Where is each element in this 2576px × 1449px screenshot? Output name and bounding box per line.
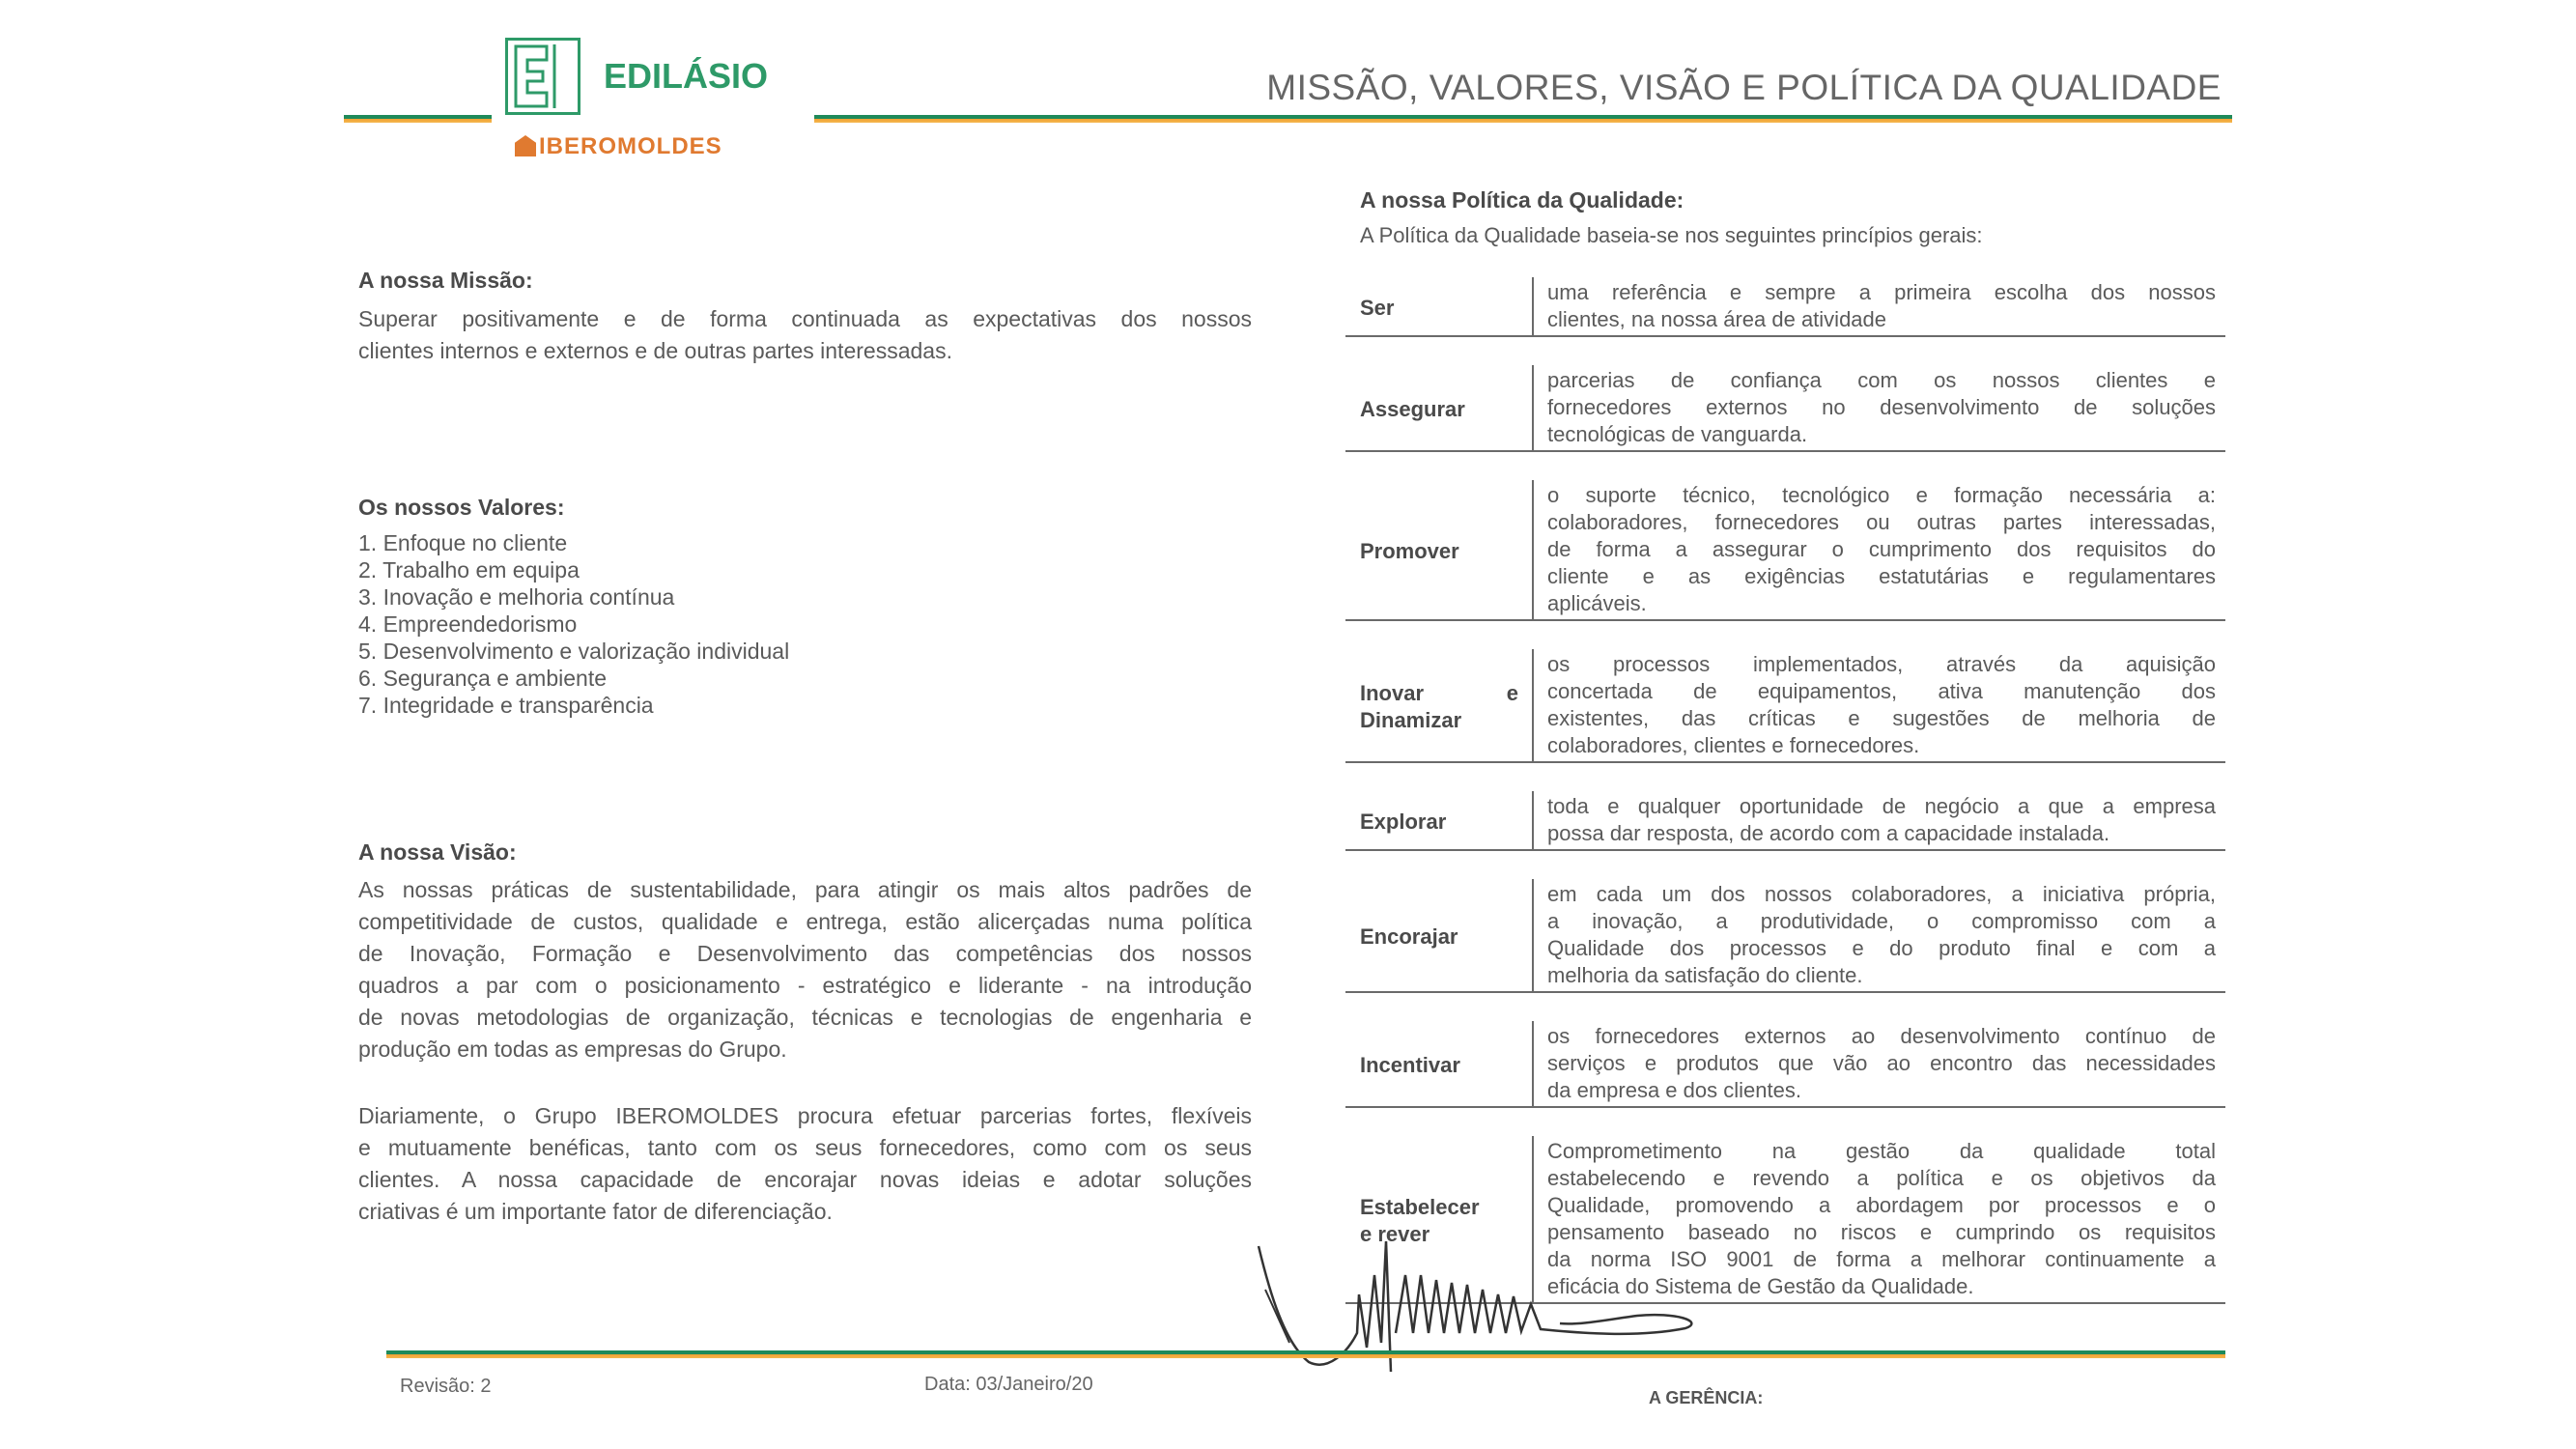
vision-paragraph-1 <box>358 874 1252 1065</box>
text-line: tecnológicas de vanguarda. <box>1547 422 1808 446</box>
text-line: possa dar resposta, de acordo com a capacidade instalada. <box>1547 821 2110 845</box>
document-title: MISSÃO, VALORES, VISÃO E POLÍTICA DA QUALIDADE <box>1266 68 2222 107</box>
text-line: serviços e produtos que vão ao encontro das necessidades <box>1547 1051 2216 1075</box>
text-line: de Inovação, Formação e Desenvolvimento das competências dos nossos <box>358 941 1252 966</box>
policy-label <box>1345 1021 1532 1106</box>
text-line: colaboradores, clientes e fornecedores. <box>1547 733 1920 757</box>
policy-label-line: Ser <box>1360 296 1395 320</box>
values-list <box>358 529 789 719</box>
vision-paragraph-2 <box>358 1100 1252 1228</box>
value-item: 7. Integridade e transparência <box>358 693 654 718</box>
text-line: pensamento baseado no riscos e cumprindo os requisitos <box>1547 1220 2216 1244</box>
value-item: 5. Desenvolvimento e valorização individual <box>358 639 790 664</box>
text-line: existentes, das críticas e sugestões de melhoria de <box>1547 706 2216 730</box>
policy-label <box>1345 791 1532 849</box>
policy-label-line: Dinamizar <box>1360 708 1462 732</box>
text-line: e mutuamente benéficas, tanto com os seus fornecedores, como com os seus <box>358 1135 1252 1160</box>
policy-row <box>1345 649 2225 763</box>
text-line: clientes. A nossa capacidade de encorajar novas ideias e adotar soluções <box>358 1167 1252 1192</box>
policy-description <box>1532 1021 2225 1106</box>
policy-label <box>1345 365 1532 450</box>
policy-heading: A nossa Política da Qualidade: <box>1360 187 1684 213</box>
policy-row <box>1345 1021 2225 1108</box>
text-line: os fornecedores externos ao desenvolvimento contínuo de <box>1547 1024 2216 1048</box>
policy-label-line: Inovar e <box>1360 681 1518 705</box>
footer-rule <box>386 1350 2225 1358</box>
policy-label-line: Assegurar <box>1360 397 1465 421</box>
text-line: Qualidade, promovendo a abordagem por processos e o <box>1547 1193 2216 1217</box>
policy-label <box>1345 879 1532 991</box>
text-line: fornecedores externos no desenvolvimento de soluções <box>1547 395 2216 419</box>
policy-row <box>1345 277 2225 337</box>
policy-row <box>1345 791 2225 851</box>
policy-description <box>1532 791 2225 849</box>
policy-description <box>1532 649 2225 761</box>
value-item: 4. Empreendedorismo <box>358 611 578 637</box>
text-line: Qualidade dos processos e do produto final e com a <box>1547 936 2216 960</box>
sub-brand-name: IBEROMOLDES <box>539 133 722 159</box>
text-line: em cada um dos nossos colaboradores, a iniciativa própria, <box>1547 882 2216 906</box>
text-line: aplicáveis. <box>1547 591 1647 615</box>
management-label: A GERÊNCIA: <box>1649 1388 1764 1407</box>
mission-heading: A nossa Missão: <box>358 268 533 293</box>
policy-row <box>1345 365 2225 452</box>
text-line: toda e qualquer oportunidade de negócio a que a empresa <box>1547 794 2216 818</box>
text-line: Diariamente, o Grupo IBEROMOLDES procura efetuar parcerias fortes, flexíveis <box>358 1103 1252 1128</box>
value-item: 2. Trabalho em equipa <box>358 557 580 582</box>
policy-row <box>1345 879 2225 993</box>
policy-label-line: Promover <box>1360 539 1459 563</box>
text-line: parcerias de confiança com os nossos clientes e <box>1547 368 2216 392</box>
date-label: Data: 03/Janeiro/20 <box>924 1374 1093 1395</box>
value-item: 1. Enfoque no cliente <box>358 530 568 555</box>
text-line: de forma a assegurar o cumprimento dos requisitos do <box>1547 537 2216 561</box>
policy-description <box>1532 365 2225 450</box>
text-line: cliente e as exigências estatutárias e regulamentares <box>1547 564 2216 588</box>
policy-intro: A Política da Qualidade baseia-se nos seguintes princípios gerais: <box>1360 223 1983 247</box>
text-line: uma referência e sempre a primeira escolha dos nossos <box>1547 280 2216 304</box>
value-item: 3. Inovação e melhoria contínua <box>358 584 675 610</box>
policy-label <box>1345 277 1532 335</box>
policy-label <box>1345 649 1532 761</box>
text-line: os processos implementados, através da aquisição <box>1547 652 2216 676</box>
text-line: colaboradores, fornecedores ou outras partes interessadas, <box>1547 510 2216 534</box>
text-line: clientes internos e externos e de outras partes interessadas. <box>358 338 952 363</box>
policy-label-line: e rever <box>1360 1222 1430 1246</box>
text-line: competitividade de custos, qualidade e entrega, estão alicerçadas numa política <box>358 909 1252 934</box>
iberomoldes-logo-icon <box>515 135 536 156</box>
text-line: produção em todas as empresas do Grupo. <box>358 1037 787 1062</box>
text-line: eficácia do Sistema de Gestão da Qualidade. <box>1547 1274 1974 1298</box>
text-line: estabelecendo e revendo a política e os objetivos da <box>1547 1166 2216 1190</box>
brand-name: EDILÁSIO <box>604 56 769 96</box>
policy-label-line: Explorar <box>1360 810 1447 834</box>
policy-description <box>1532 277 2225 335</box>
value-item: 6. Segurança e ambiente <box>358 666 608 691</box>
text-line: da empresa e dos clientes. <box>1547 1078 1801 1102</box>
policy-label-line: Encorajar <box>1360 924 1458 949</box>
values-heading: Os nossos Valores: <box>358 495 565 520</box>
text-line: o suporte técnico, tecnológico e formação necessária a: <box>1547 483 2216 507</box>
header-rule-right <box>814 115 2232 123</box>
revision-label: Revisão: 2 <box>400 1376 492 1397</box>
mission-text <box>358 303 1252 367</box>
text-line: da norma ISO 9001 de forma a melhorar continuamente a <box>1547 1247 2216 1271</box>
policy-label-line: Estabelecer <box>1360 1195 1480 1219</box>
text-line: a inovação, a produtividade, o compromisso com a <box>1547 909 2216 933</box>
text-line: criativas é um importante fator de diferenciação. <box>358 1199 833 1224</box>
text-line: melhoria da satisfação do cliente. <box>1547 963 1863 987</box>
text-line: de novas metodologias de organização, técnicas e tecnologias de engenharia e <box>358 1005 1252 1030</box>
edilasio-logo-icon <box>505 38 580 115</box>
policy-row <box>1345 480 2225 621</box>
vision-heading: A nossa Visão: <box>358 839 517 865</box>
policy-description <box>1532 879 2225 991</box>
policy-description <box>1532 480 2225 619</box>
text-line: concertada de equipamentos, ativa manutenção dos <box>1547 679 2216 703</box>
text-line: As nossas práticas de sustentabilidade, para atingir os mais altos padrões de <box>358 877 1252 902</box>
header-rule-left <box>344 115 492 123</box>
text-line: Comprometimento na gestão da qualidade total <box>1547 1139 2216 1163</box>
text-line: Superar positivamente e de forma continuada as expectativas dos nossos <box>358 306 1252 331</box>
policy-label <box>1345 480 1532 619</box>
text-line: clientes, na nossa área de atividade <box>1547 307 1887 331</box>
policy-label-line: Incentivar <box>1360 1053 1460 1077</box>
text-line: quadros a par com o posicionamento - estratégico e liderante - na introdução <box>358 973 1252 998</box>
policy-table <box>1345 277 2225 1304</box>
